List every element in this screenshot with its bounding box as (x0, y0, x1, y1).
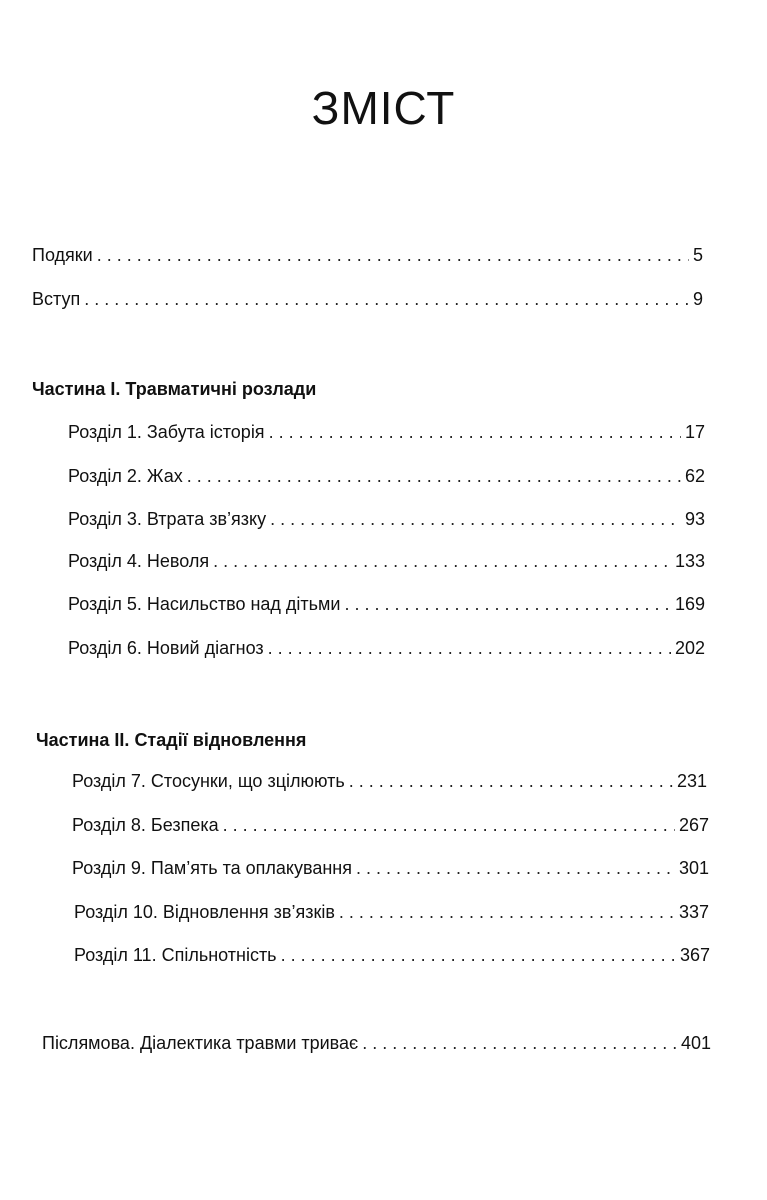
part-heading: Частина I. Травматичні розлади (32, 379, 317, 399)
toc-entry-label: Розділ 7. Стосунки, що зцілюють (72, 771, 345, 791)
toc-entry-label: Розділ 6. Новий діагноз (68, 638, 264, 658)
toc-entry-page: 169 (674, 594, 705, 614)
toc-entry-chapter (68, 549, 705, 573)
toc-entry-label: Розділ 10. Відновлення зв’язків (74, 902, 335, 922)
dot-leader (339, 900, 675, 924)
toc-entry-page: 301 (678, 858, 709, 878)
toc-entry-page: 267 (678, 815, 709, 835)
toc-entry-chapter (68, 636, 705, 660)
toc-entry-label: Розділ 3. Втрата зв’язку (68, 509, 267, 529)
toc-entry-chapter (72, 769, 707, 793)
page-title: ЗМІСТ (311, 81, 456, 134)
dot-leader (344, 592, 670, 616)
dot-leader (269, 420, 681, 444)
toc-entry-introduction (32, 287, 703, 311)
toc-entry-chapter (74, 943, 710, 967)
toc-entry-label: Розділ 1. Забута історія (68, 422, 265, 442)
toc-entry-chapter (72, 856, 709, 880)
dot-leader (97, 243, 689, 267)
toc-entry-chapter (68, 420, 705, 444)
toc-entry-page: 401 (680, 1033, 711, 1053)
toc-entry-page: 337 (678, 902, 709, 922)
part-heading: Частина II. Стадії відновлення (36, 730, 307, 750)
toc-entry-page: 231 (676, 771, 707, 791)
toc-entry-label: Розділ 5. Насильство над дітьми (68, 594, 341, 614)
dot-leader (281, 943, 676, 967)
dot-leader (356, 856, 675, 880)
dot-leader (84, 287, 689, 311)
toc-entry-page: 9 (692, 289, 703, 309)
toc-entry-label: Розділ 4. Неволя (68, 551, 210, 571)
toc-entry-label: Вступ (32, 289, 81, 309)
dot-leader (270, 507, 681, 531)
toc-entry-page: 93 (684, 509, 705, 529)
toc-entry-acknowledgements (32, 243, 703, 267)
dot-leader (187, 464, 681, 488)
toc-entry-label: Розділ 9. Пам’ять та оплакування (72, 858, 352, 878)
toc-entry-chapter (68, 464, 705, 488)
dot-leader (223, 813, 675, 837)
toc-entry-label: Розділ 2. Жах (68, 466, 183, 486)
toc-entry-page: 133 (674, 551, 705, 571)
toc-entry-afterword (42, 1031, 711, 1055)
toc-entry-label: Розділ 8. Безпека (72, 815, 219, 835)
dot-leader (213, 549, 671, 573)
toc-entry-page: 202 (674, 638, 705, 658)
toc-entry-chapter (68, 592, 705, 616)
toc-entry-chapter (74, 900, 709, 924)
toc-entry-page: 5 (692, 245, 703, 265)
toc-entry-label: Розділ 11. Спільнотність (74, 945, 277, 965)
toc-entry-chapter (68, 507, 705, 531)
toc-entry-page: 17 (684, 422, 705, 442)
dot-leader (362, 1031, 677, 1055)
toc-entry-page: 367 (679, 945, 710, 965)
toc-entry-page: 62 (684, 466, 705, 486)
toc-entry-label: Подяки (32, 245, 93, 265)
dot-leader (349, 769, 673, 793)
toc-entry-chapter (72, 813, 709, 837)
toc-entry-label: Післямова. Діалектика травми триває (42, 1033, 359, 1053)
dot-leader (268, 636, 671, 660)
